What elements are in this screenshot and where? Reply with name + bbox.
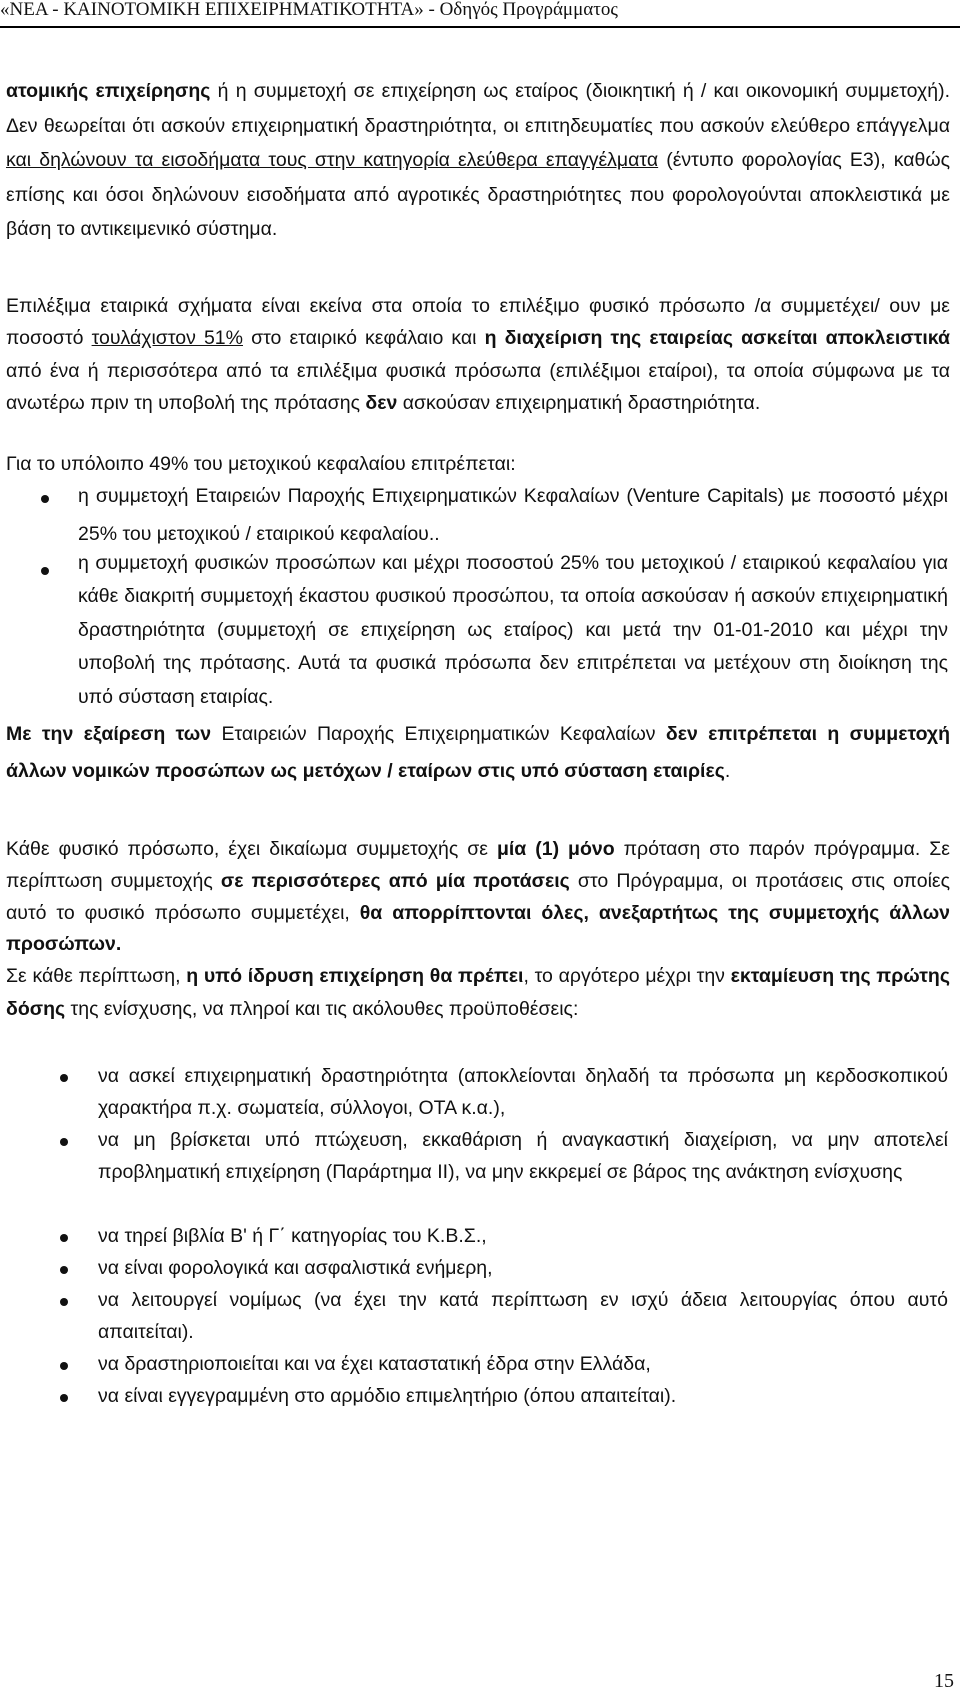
bold-text: ατομικής επιχείρησης — [6, 80, 211, 102]
bold-text: θα απορρίπτονται όλες, ανεξαρτήτως της συμμετοχής άλλων προσώπων. — [6, 901, 951, 956]
text-run: ασκούσαν επιχειρηματική δραστηριότητα. — [397, 392, 761, 415]
bold-text: δεν επιτρέπεται η συμμετοχή άλλων νομικών προσώπων ως μετόχων / εταίρων στις υπό σύσταση εταιρίες — [6, 723, 950, 782]
bullet-dot — [41, 567, 49, 575]
paragraph-exception — [6, 716, 950, 789]
paragraph-remaining-49 — [6, 449, 950, 479]
list-item: η συμμετοχή Εταιρειών Παροχής Επιχειρηματικών Κεφαλαίων (Venture Capitals) με ποσοστό μέχρι 25% του μετοχικού / εταιρικού κεφαλαίου.. — [78, 485, 948, 545]
list-item: η συμμετοχή φυσικών προσώπων και μέχρι ποσοστού 25% του μετοχικού / εταιρικού κεφαλαίου για κάθε διακριτή συμμετοχή έκαστου φυσικού προσώπου, τα οποία ασκούσαν ή ασκούν επιχειρηματική δραστηριότητα (συμμετοχή σε επιχείρηση ως εταίρος) και μετά την 01-01-2010 και μέχρι την υποβολή της πρότασης. Αυτά τα φυσικά πρόσωπα δεν επιτρέπεται να μετέχουν στη διοίκηση της υπό σύσταση εταιρίας. — [78, 552, 948, 708]
bold-text: δεν — [365, 392, 398, 415]
text-run: (έντυπο φορολογίας Ε3), καθώς επίσης και όσοι δηλώνουν εισοδήματα από αγροτικές δραστηριότητες που φορολογούνται αποκλειστικά με βάση το αντικειμενικό σύστημα. — [6, 149, 951, 241]
list-item: να τηρεί βιβλία Β' ή Γ΄ κατηγορίας του Κ.Β.Σ., — [98, 1225, 487, 1247]
text-run: Επιλέξιμα εταιρικά σχήματα είναι εκείνα στα οποία το επιλέξιμο φυσικό πρόσωπο /α συμμετέχει/ ουν με ποσοστό — [6, 295, 950, 350]
list-item: να μη βρίσκεται υπό πτώχευση, εκκαθάριση ή αναγκαστική διαχείριση, να μην αποτελεί προβληματική επιχείρηση (Παράρτημα ΙΙ), να μην εκκρεμεί σε βάρος της ανάκτηση ενίσχυσης — [98, 1129, 948, 1183]
bullet-dot — [60, 1266, 68, 1274]
bullet-dot — [60, 1234, 68, 1242]
bullet-dot — [60, 1394, 68, 1402]
underlined-text: και δηλώνουν τα εισοδήματα τους στην κατηγορία ελεύθερα επαγγέλματα — [6, 149, 659, 172]
text-run: στο εταιρικό κεφάλαιο και — [242, 327, 485, 350]
text-run: . — [724, 759, 731, 782]
header-rule — [0, 26, 960, 28]
paragraph-single-proposal — [6, 834, 950, 961]
bullet-dot — [60, 1138, 68, 1146]
text-run: , το αργότερο μέχρι την — [523, 965, 731, 987]
bullet-dot — [41, 495, 49, 503]
text-run: από ένα ή περισσότερα από τα επιλέξιμα φυσικά πρόσωπα (επιλέξιμοι εταίροι), τα οποία σύμφωνα με τα ανωτέρω πριν τη υποβολή της πρότασης — [6, 359, 950, 415]
list-item: να ασκεί επιχειρηματική δραστηριότητα (αποκλείονται δηλαδή τα πρόσωπα μη κερδοσκοπικού χαρακτήρα π.χ. σωματεία, σύλλογοι, ΟΤΑ κ.α.), — [98, 1065, 948, 1119]
bullet-dot — [60, 1362, 68, 1370]
bold-text: Με την εξαίρεση των — [6, 723, 212, 745]
text-run: Εταιρειών Παροχής Επιχειρηματικών Κεφαλαίων — [211, 723, 666, 745]
paragraph-non-eligible — [6, 74, 950, 247]
bold-text: εκταμίευση της πρώτης δόσης — [6, 965, 950, 1020]
text-run: Κάθε φυσικό πρόσωπο, έχει δικαίωμα συμμετοχής σε — [6, 838, 497, 860]
paragraph-requirements — [6, 960, 950, 1025]
text-run: Σε κάθε περίπτωση, — [6, 965, 187, 987]
list-item: να λειτουργεί νομίμως (να έχει την κατά περίπτωση εν ισχύ άδεια λειτουργίας όπου αυτό απαιτείται). — [98, 1289, 948, 1343]
bold-text: μία (1) μόνο — [496, 838, 615, 860]
bold-text: η διαχείριση της εταιρείας ασκείται αποκλειστικά — [484, 327, 950, 350]
text-run: της ενίσχυσης, να πληροί και τις ακόλουθες προϋποθέσεις: — [65, 997, 579, 1020]
list-item: να είναι φορολογικά και ασφαλιστικά ενήμερη, — [98, 1257, 493, 1279]
bold-text: η υπό ίδρυση επιχείρηση θα πρέπει — [186, 965, 524, 987]
underlined-text: τουλάχιστον 51% — [91, 327, 243, 350]
text-run: πρόταση στο παρόν πρόγραμμα. Σε περίπτωση συμμετοχής — [6, 838, 950, 892]
text-run: στο Πρόγραμμα, οι προτάσεις στις οποίες αυτό το φυσικό πρόσωπο συμμετέχει, — [6, 869, 950, 924]
list-item: να είναι εγγεγραμμένη στο αρμόδιο επιμελητήριο (όπου απαιτείται). — [98, 1385, 677, 1407]
bullet-dot — [60, 1298, 68, 1306]
text-run: ή η συμμετοχή σε επιχείρηση ως εταίρος (διοικητική ή / και οικονομική συμμετοχή). Δεν θεωρείται ότι ασκούν επιχειρηματική δραστηριότητα, οι επιτηδευματίες που ασκούν ελεύθερο επάγγελμα — [6, 80, 950, 137]
list-item: να δραστηριοποιείται και να έχει καταστατική έδρα στην Ελλάδα, — [98, 1353, 651, 1375]
running-header: «ΝΕΑ - ΚΑΙΝΟΤΟΜΙΚΗ ΕΠΙΧΕΙΡΗΜΑΤΙΚΟΤΗΤΑ» - Οδηγός Προγράμματος — [0, 0, 618, 20]
paragraph-eligible-schemes — [6, 290, 950, 420]
bold-text: σε περισσότερες από μία προτάσεις — [220, 869, 570, 892]
text-run: Για το υπόλοιπο 49% του μετοχικού κεφαλαίου επιτρέπεται: — [6, 453, 516, 475]
bullet-dot — [60, 1074, 68, 1082]
page-number: 15 — [934, 1670, 954, 1692]
